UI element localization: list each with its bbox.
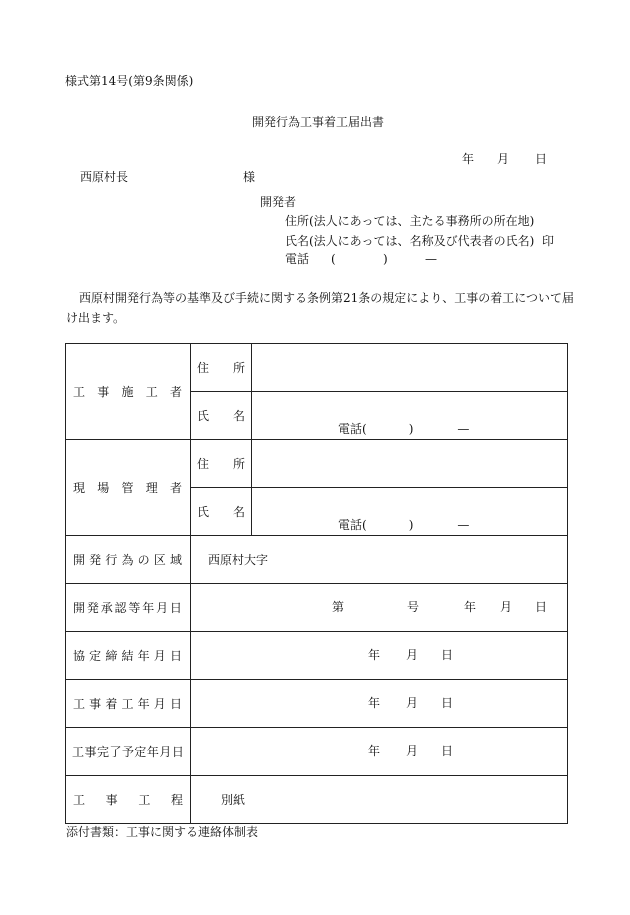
attachments-note: 添付書類：工事に関する連絡体制表 xyxy=(66,825,259,839)
manager-name-label: 氏 名 xyxy=(191,488,252,536)
manager-address-label: 住 所 xyxy=(191,440,252,488)
completion-label: 工 事 完 了 予 定 年 月 日 xyxy=(66,728,191,776)
area-value: 西原村大字 xyxy=(208,552,269,567)
contractor-name-field[interactable] xyxy=(252,392,568,440)
manager-name-field[interactable] xyxy=(252,488,568,536)
contractor-phone: 電話( ) — xyxy=(338,422,470,436)
start-label: 工 事 着 工 年 月 日 xyxy=(66,680,191,728)
applicant-label: 開発者 xyxy=(260,195,297,209)
area-label: 開 発 行 為 の 区 域 xyxy=(66,536,191,584)
date-day: 日 xyxy=(535,152,548,166)
schedule-value: 別紙 xyxy=(221,792,246,807)
agreement-label: 協 定 締 結 年 月 日 xyxy=(66,632,191,680)
start-row xyxy=(66,680,568,728)
manager-address-field[interactable] xyxy=(252,440,568,488)
agreement-field[interactable]: 年 月 日 xyxy=(191,632,568,680)
schedule-field[interactable] xyxy=(191,776,568,824)
completion-field[interactable]: 年 月 日 xyxy=(191,728,568,776)
document-title: 開発行為工事着工届出書 xyxy=(252,115,385,129)
agreement-row xyxy=(66,632,568,680)
applicant-phone-dash: — xyxy=(425,252,437,266)
approval-field[interactable]: 第 号 年 月 日 xyxy=(191,584,568,632)
manager-address-row xyxy=(66,440,568,488)
addressee: 西原村長 xyxy=(80,170,129,184)
contractor-label: 工 事 施 工 者 xyxy=(66,344,191,440)
form-number: 様式第14号(第9条関係) xyxy=(65,74,194,88)
contractor-name-label: 氏 名 xyxy=(191,392,252,440)
approval-row xyxy=(66,584,568,632)
applicant-address: 住所(法人にあっては、主たる事務所の所在地) xyxy=(285,214,535,228)
contractor-address-label: 住 所 xyxy=(191,344,252,392)
applicant-phone-label: 電話 xyxy=(285,252,310,266)
schedule-row xyxy=(66,776,568,824)
applicant-name: 氏名(法人にあっては、名称及び代表者の氏名) xyxy=(285,234,535,248)
date-year: 年 xyxy=(462,152,475,166)
manager-phone: 電話( ) — xyxy=(338,518,470,532)
notification-table xyxy=(65,343,568,824)
approval-label: 開 発 承 認 等 年 月 日 xyxy=(66,584,191,632)
schedule-label: 工 事 工 程 xyxy=(66,776,191,824)
seal-mark: 印 xyxy=(542,234,555,248)
statement-line-1: 西原村開発行為等の基準及び手続に関する条例第21条の規定により、工事の着工について届 xyxy=(79,291,575,305)
manager-label: 現 場 管 理 者 xyxy=(66,440,191,536)
applicant-phone-close: ) xyxy=(383,252,388,266)
area-field[interactable] xyxy=(191,536,568,584)
applicant-phone-open: ( xyxy=(331,252,336,266)
honorific: 様 xyxy=(243,170,256,184)
contractor-address-field[interactable] xyxy=(252,344,568,392)
contractor-address-row xyxy=(66,344,568,392)
statement-line-2: け出ます。 xyxy=(66,311,126,325)
date-month: 月 xyxy=(497,152,510,166)
area-row xyxy=(66,536,568,584)
start-field[interactable]: 年 月 日 xyxy=(191,680,568,728)
completion-row xyxy=(66,728,568,776)
